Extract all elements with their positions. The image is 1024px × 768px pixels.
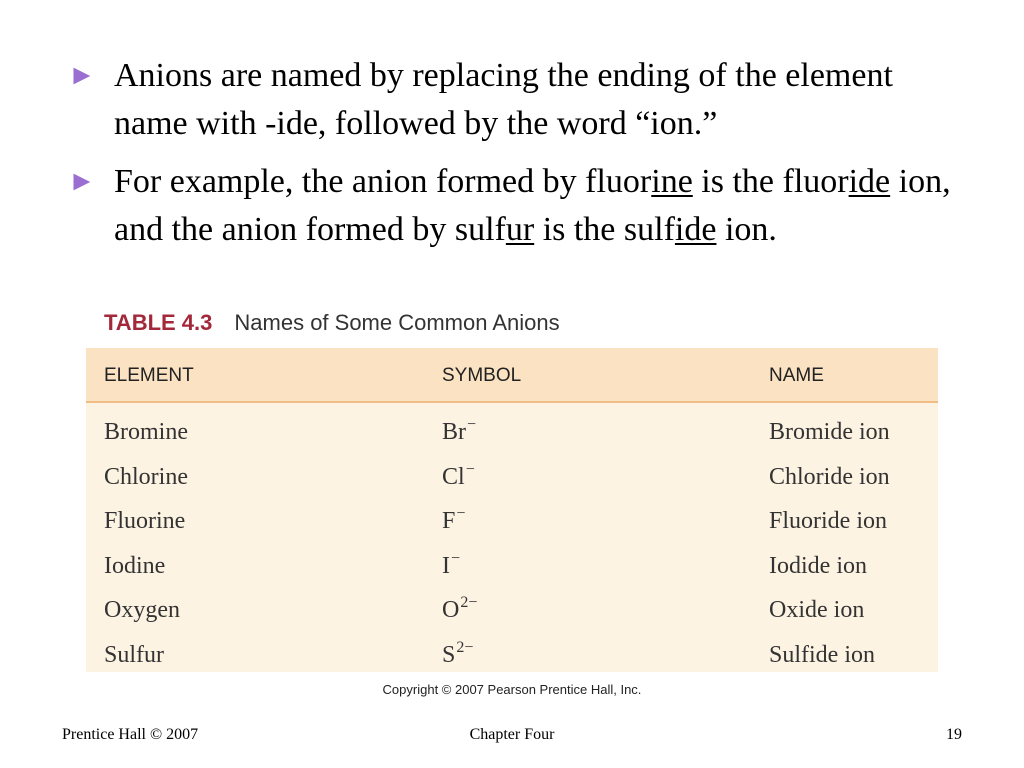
- charge-superscript: −: [451, 549, 461, 567]
- cell-symbol: [442, 594, 478, 624]
- table-row: [86, 636, 938, 681]
- bullet-list: [62, 52, 962, 264]
- header-symbol: SYMBOL: [442, 365, 522, 386]
- bullet-text-part: ion.: [716, 211, 777, 248]
- cell-name: Bromide ion: [769, 419, 890, 445]
- underlined-ending: ine: [651, 163, 693, 200]
- table-row: [86, 591, 938, 636]
- bullet-text-part: is the sulf: [534, 211, 675, 248]
- table-body: [86, 403, 938, 680]
- charge-superscript: 2−: [456, 638, 474, 656]
- charge-superscript: −: [456, 505, 466, 522]
- cell-element: Sulfur: [104, 641, 164, 668]
- table-row: [86, 458, 938, 503]
- cell-symbol: [442, 416, 477, 446]
- charge-superscript: 2−: [460, 594, 478, 611]
- bullet-item: [62, 158, 962, 254]
- symbol-text: F: [442, 508, 456, 534]
- symbol-text: S: [442, 641, 456, 668]
- cell-symbol: [442, 549, 461, 580]
- table-row: [86, 547, 938, 592]
- header-element: ELEMENT: [104, 365, 194, 386]
- cell-element: Oxygen: [104, 597, 180, 623]
- bullet-text: Anions are named by replacing the ending of the element name with -ide, followed by the word “ion.”: [114, 57, 893, 142]
- cell-symbol: [442, 460, 475, 491]
- bullet-text-part: For example, the anion formed by fluor: [114, 163, 652, 200]
- underlined-ending: ide: [848, 163, 891, 200]
- footer-publisher: Prentice Hall © 2007: [62, 726, 199, 743]
- underlined-ending: ur: [505, 211, 535, 248]
- charge-superscript: −: [467, 416, 477, 433]
- table-row: [86, 502, 938, 547]
- table-copyright: Copyright © 2007 Pearson Prentice Hall, Inc.: [382, 682, 642, 697]
- footer-page-number: 19: [946, 726, 962, 743]
- underlined-ending: ide: [674, 211, 717, 248]
- footer-chapter: Chapter Four: [469, 726, 555, 743]
- symbol-text: O: [442, 597, 460, 623]
- charge-superscript: −: [465, 460, 475, 478]
- table-caption: [104, 308, 560, 338]
- anion-table: [86, 348, 938, 672]
- cell-name: Iodide ion: [769, 552, 867, 579]
- bullet-text-part: ion, and the anion formed by sulf: [114, 163, 951, 248]
- cell-name: Chloride ion: [769, 463, 890, 490]
- symbol-text: Br: [442, 419, 466, 445]
- cell-element: Bromine: [104, 419, 188, 445]
- cell-name: Oxide ion: [769, 597, 865, 623]
- symbol-text: Cl: [442, 463, 465, 490]
- cell-element: Fluorine: [104, 508, 186, 534]
- table-header-row: [86, 348, 938, 403]
- table-number: TABLE 4.3: [104, 310, 213, 335]
- cell-element: Iodine: [104, 552, 166, 579]
- bullet-item: [62, 52, 962, 148]
- bullet-marker-icon: ►: [68, 166, 96, 197]
- table-row: [86, 413, 938, 458]
- symbol-text: I: [442, 552, 450, 579]
- cell-symbol: [442, 638, 474, 669]
- bullet-text-part: is the fluor: [692, 163, 849, 200]
- header-name: NAME: [769, 365, 824, 386]
- cell-symbol: [442, 505, 466, 535]
- cell-name: Sulfide ion: [769, 641, 875, 668]
- cell-name: Fluoride ion: [769, 508, 887, 534]
- cell-element: Chlorine: [104, 463, 188, 490]
- bullet-marker-icon: ►: [68, 60, 96, 91]
- table-title: Names of Some Common Anions: [234, 310, 560, 335]
